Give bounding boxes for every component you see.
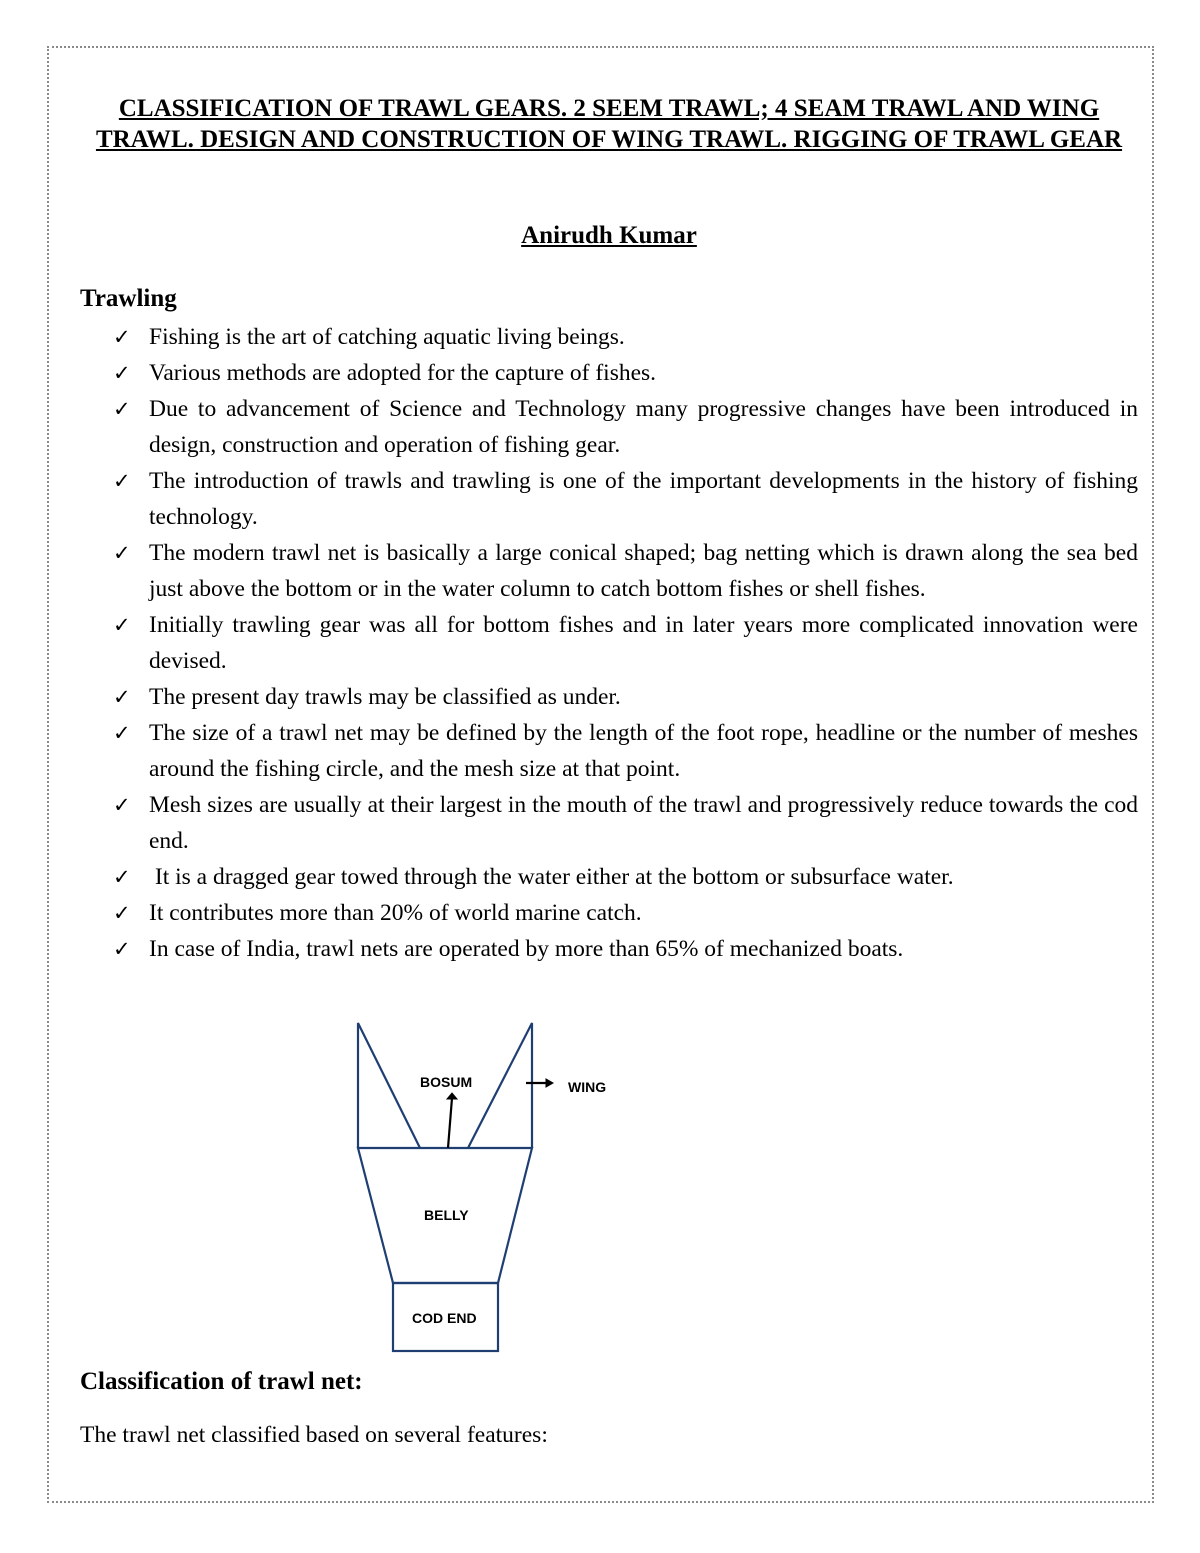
- checkmark-icon: ✓: [113, 613, 131, 637]
- list-item-text: The present day trawls may be classified as under.: [149, 684, 621, 710]
- bosum-arrow-head: [447, 1093, 457, 1099]
- checkmark-icon: ✓: [113, 793, 131, 817]
- list-item: [80, 607, 1138, 679]
- classification-heading: Classification of trawl net:: [80, 1368, 363, 1395]
- list-item-text: Various methods are adopted for the capture of fishes.: [149, 360, 657, 386]
- checkmark-icon: ✓: [113, 325, 131, 349]
- list-item: [80, 679, 1138, 715]
- right-wing-shape: [468, 1023, 532, 1148]
- list-item: [80, 895, 1138, 931]
- checkmark-icon: ✓: [113, 865, 131, 889]
- checkmark-icon: ✓: [113, 541, 131, 565]
- list-item: [80, 391, 1138, 463]
- list-item: [80, 463, 1138, 535]
- list-item-text: It contributes more than 20% of world marine catch.: [149, 900, 642, 926]
- checkmark-icon: ✓: [113, 361, 131, 385]
- checkmark-icon: ✓: [113, 901, 131, 925]
- checkmark-icon: ✓: [113, 469, 131, 493]
- trawling-heading: Trawling: [80, 285, 177, 312]
- bosum-label: BOSUM: [420, 1074, 473, 1090]
- wing-arrow-head: [546, 1079, 553, 1087]
- list-item-text: The introduction of trawls and trawling is one of the important developments in the history of fishing technology.: [149, 468, 1138, 530]
- left-wing-shape: [358, 1023, 420, 1148]
- cod-end-label: COD END: [412, 1310, 477, 1326]
- checkmark-icon: ✓: [113, 937, 131, 961]
- list-item: [80, 787, 1138, 859]
- list-item-text: Due to advancement of Science and Technology many progressive changes have been introduced in design, construction and operation of fishing gear.: [149, 396, 1138, 458]
- list-item: [80, 859, 1138, 895]
- list-item: [80, 931, 1138, 967]
- list-item: [80, 535, 1138, 607]
- checkmark-icon: ✓: [113, 721, 131, 745]
- trawl-net-outline: [358, 1023, 553, 1351]
- trawling-bullet-list: [80, 319, 1138, 967]
- list-item-text: The modern trawl net is basically a large conical shaped; bag netting which is drawn along the sea bed just above the bottom or in the water column to catch bottom fishes or shell fishes.: [149, 540, 1138, 602]
- list-item-text: In case of India, trawl nets are operated by more than 65% of mechanized boats.: [149, 936, 904, 962]
- checkmark-icon: ✓: [113, 685, 131, 709]
- list-item: [80, 319, 1138, 355]
- list-item: [80, 355, 1138, 391]
- wing-label: WING: [568, 1079, 607, 1095]
- bosum-arrow-line: [448, 1098, 452, 1148]
- list-item-text: Mesh sizes are usually at their largest in the mouth of the trawl and progressively reduce towards the cod end.: [149, 792, 1138, 854]
- author-name: Anirudh Kumar: [521, 222, 697, 249]
- trawl-net-diagram: [340, 1015, 630, 1360]
- document-title: CLASSIFICATION OF TRAWL GEARS. 2 SEEM TRAWL; 4 SEAM TRAWL AND WING TRAWL. DESIGN AND CONSTRUCTION OF WING TRAWL. RIGGING OF TRAWL GEAR: [95, 95, 1123, 153]
- list-item-text: The size of a trawl net may be defined by the length of the foot rope, headline or the number of meshes around the fishing circle, and the mesh size at that point.: [149, 720, 1138, 782]
- belly-label: BELLY: [424, 1207, 469, 1223]
- checkmark-icon: ✓: [113, 397, 131, 421]
- classification-text: The trawl net classified based on several features:: [80, 1422, 548, 1448]
- list-item-text: It is a dragged gear towed through the water either at the bottom or subsurface water.: [149, 864, 954, 890]
- list-item: [80, 715, 1138, 787]
- list-item-text: Fishing is the art of catching aquatic living beings.: [149, 324, 625, 350]
- list-item-text: Initially trawling gear was all for bottom fishes and in later years more complicated innovation were devised.: [149, 612, 1138, 674]
